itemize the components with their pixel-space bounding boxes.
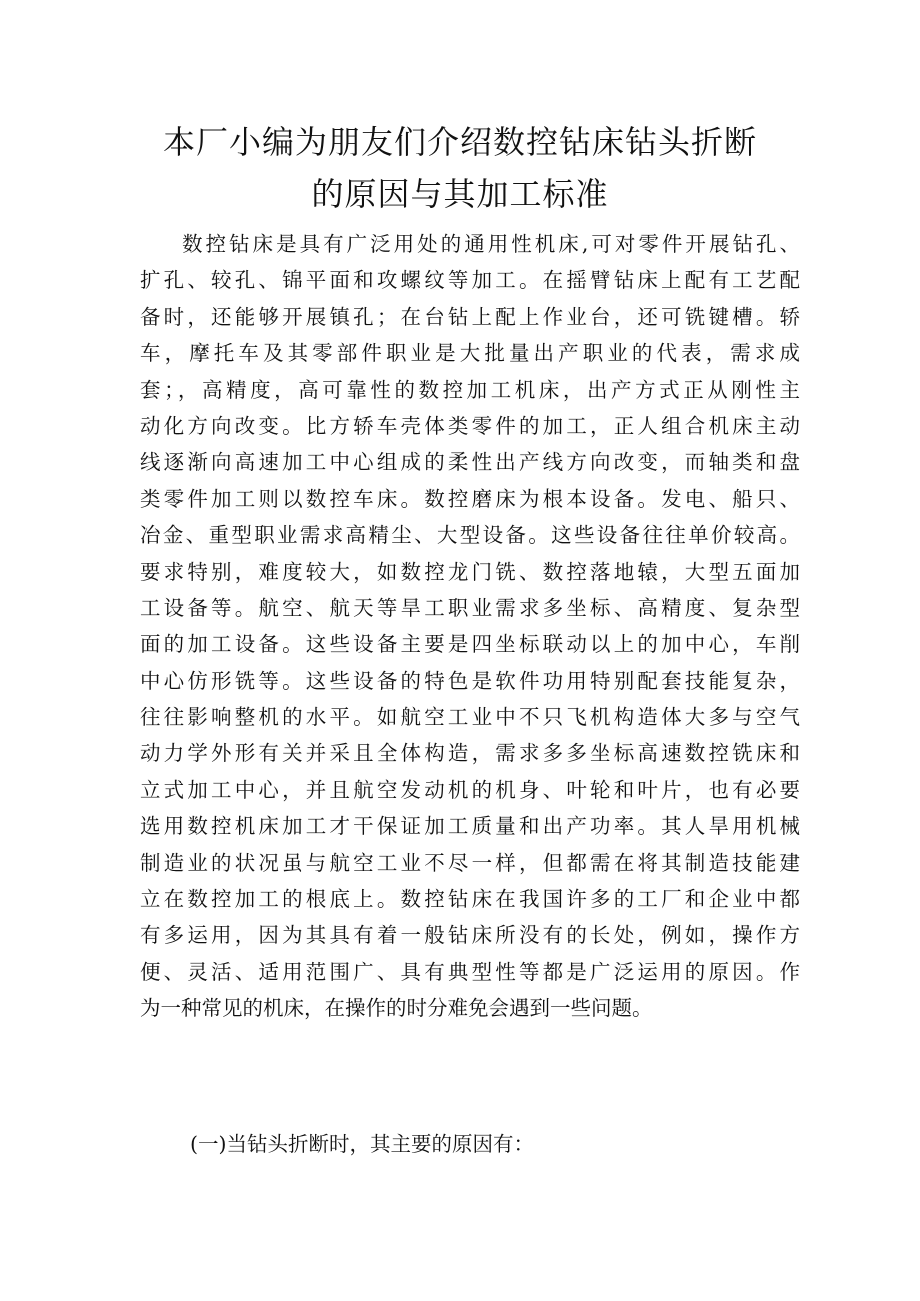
- paragraph-line: 要求特别，难度较大，如数控龙门铣、数控落地辕，大型五面加: [140, 559, 800, 584]
- paragraph-line: 为一种常见的机床，在操作的时分难免会遇到一些问题。: [140, 996, 653, 1021]
- title-line-1: 本厂小编为朋友们介绍数控钻床钻头折断: [162, 123, 757, 161]
- paragraph-line: 选用数控机床加工才干保证加工质量和出产功率。其人旱用机械: [140, 814, 800, 839]
- section-heading: (一)当钻头折断时，其主要的原因有：: [190, 1132, 534, 1156]
- paragraph-line: 备时，还能够开展镇孔；在台钻上配上作业台，还可铣键槽。轿: [140, 304, 800, 329]
- paragraph-line: 类零件加工则以数控车床。数控磨床为根本设备。发电、船只、: [140, 486, 800, 511]
- paragraph-line: 中心仿形铣等。这些设备的特色是软件功用特别配套技能复杂，: [140, 668, 800, 693]
- paragraph-line: 往往影响整机的水平。如航空工业中不只飞机构造体大多与空气: [140, 705, 800, 730]
- body-paragraph: [140, 226, 800, 1027]
- paragraph-line: 数控钻床是具有广泛用处的通用性机床,可对零件开展钻孔、: [182, 232, 800, 256]
- title-line-2: 的原因与其加工标准: [311, 175, 609, 213]
- paragraph-line: 面的加工设备。这些设备主要是四坐标联动以上的加中心，车削: [140, 632, 800, 657]
- paragraph-line: 工设备等。航空、航天等旱工职业需求多坐标、高精度、复杂型: [140, 595, 800, 620]
- paragraph-line: 制造业的状况虽与航空工业不尽一样，但都需在将其制造技能建: [140, 850, 800, 875]
- paragraph-line: 便、灵活、适用范围广、具有典型性等都是广泛运用的原因。作: [140, 959, 800, 984]
- paragraph-line: 车，摩托车及其零部件职业是大批量出产职业的代表，需求成: [140, 341, 800, 366]
- document-title: [130, 116, 790, 220]
- paragraph-line: 套；，高精度，高可靠性的数控加工机床，出产方式正从刚性主: [140, 377, 800, 402]
- paragraph-line: 立在数控加工的根底上。数控钻床在我国许多的工厂和企业中都: [140, 887, 800, 912]
- paragraph-line: 冶金、重型职业需求高精尘、大型设备。这些设备往往单价较高。: [140, 523, 800, 548]
- paragraph-line: 有多运用，因为其具有着一般钻床所没有的长处，例如，操作方: [140, 923, 800, 948]
- paragraph-line: 立式加工中心，并且航空发动机的机身、叶轮和叶片，也有必要: [140, 777, 800, 802]
- paragraph-line: 扩孔、较孔、锦平面和攻螺纹等加工。在摇臂钻床上配有工艺配: [140, 268, 800, 293]
- paragraph-line: 线逐渐向高速加工中心组成的柔性出产线方向改变，而轴类和盘: [140, 450, 800, 475]
- paragraph-line: 动化方向改变。比方轿车壳体类零件的加工，正人组合机床主动: [140, 413, 800, 438]
- paragraph-line: 动力学外形有关并采且全体构造，需求多多坐标高速数控铣床和: [140, 741, 800, 766]
